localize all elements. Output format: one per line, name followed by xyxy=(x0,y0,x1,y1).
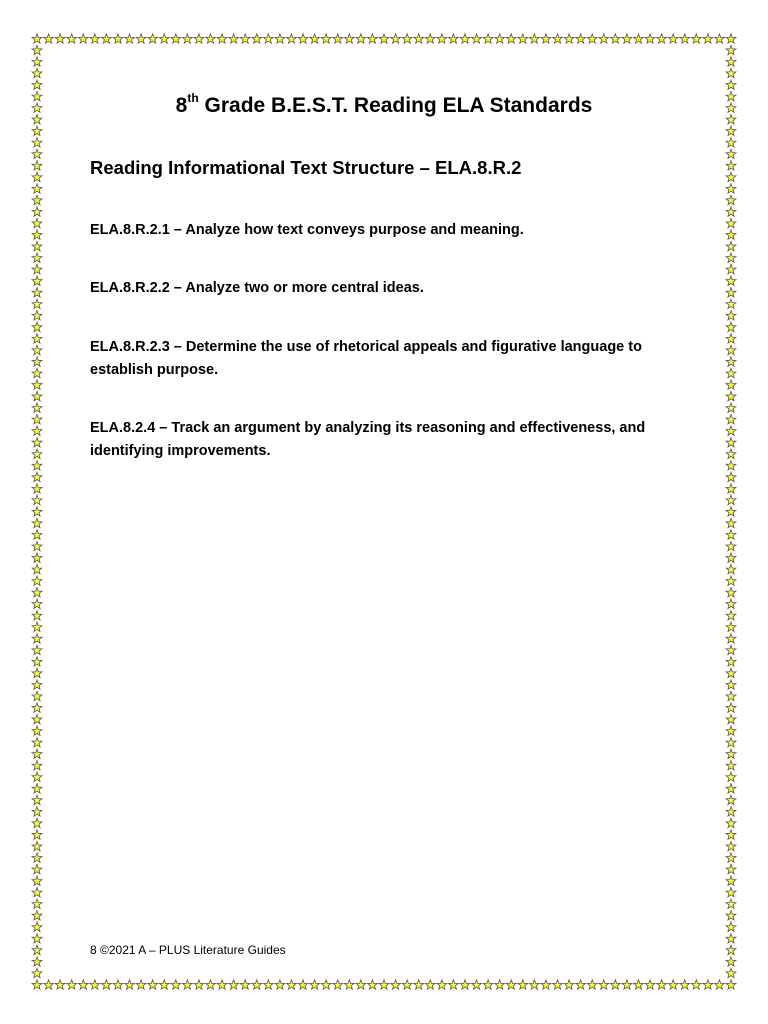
star-icon xyxy=(321,980,331,989)
standard-r-2-3: ELA.8.R.2.3 – Determine the use of rhetorical appeals and figurative language to establish purpose. xyxy=(90,339,642,378)
star-icon xyxy=(726,876,736,885)
star-icon xyxy=(726,426,736,435)
star-icon xyxy=(32,34,42,43)
star-icon xyxy=(32,818,42,827)
star-icon xyxy=(90,980,100,989)
star-icon xyxy=(32,588,42,597)
star-icon xyxy=(726,680,736,689)
star-icon xyxy=(32,564,42,573)
star-icon xyxy=(32,449,42,458)
star-icon xyxy=(726,299,736,308)
star-icon xyxy=(32,657,42,666)
star-icon xyxy=(32,957,42,966)
star-icon xyxy=(726,980,736,989)
star-icon xyxy=(714,34,724,43)
star-icon xyxy=(564,980,574,989)
star-icon xyxy=(32,761,42,770)
star-icon xyxy=(32,703,42,712)
star-icon xyxy=(726,645,736,654)
star-icon xyxy=(448,34,458,43)
star-icon xyxy=(726,945,736,954)
star-icon xyxy=(726,149,736,158)
star-icon xyxy=(726,611,736,620)
star-icon xyxy=(414,980,424,989)
star-icon xyxy=(206,980,216,989)
star-icon xyxy=(32,172,42,181)
star-icon xyxy=(726,888,736,897)
star-icon xyxy=(391,980,401,989)
star-icon xyxy=(425,34,435,43)
star-icon xyxy=(726,461,736,470)
star-icon xyxy=(125,980,135,989)
star-icon xyxy=(32,368,42,377)
star-icon xyxy=(32,68,42,77)
star-icon xyxy=(356,980,366,989)
star-icon xyxy=(101,980,111,989)
star-icon xyxy=(32,80,42,89)
star-icon xyxy=(726,484,736,493)
star-icon xyxy=(414,34,424,43)
star-icon xyxy=(726,668,736,677)
star-icon xyxy=(32,495,42,504)
star-icon xyxy=(726,841,736,850)
star-icon xyxy=(32,403,42,412)
star-icon xyxy=(726,588,736,597)
star-icon xyxy=(726,218,736,227)
star-icon xyxy=(333,34,343,43)
star-icon xyxy=(460,34,470,43)
star-icon xyxy=(726,334,736,343)
star-icon xyxy=(610,34,620,43)
star-icon xyxy=(587,34,597,43)
star-icon xyxy=(32,253,42,262)
star-icon xyxy=(32,276,42,285)
star-icon xyxy=(217,34,227,43)
star-icon xyxy=(726,357,736,366)
star-icon xyxy=(252,34,262,43)
star-icon xyxy=(726,691,736,700)
star-icon xyxy=(136,34,146,43)
star-icon xyxy=(32,461,42,470)
star-icon xyxy=(44,980,54,989)
star-icon xyxy=(726,276,736,285)
star-icon xyxy=(32,634,42,643)
star-icon xyxy=(171,34,181,43)
star-icon xyxy=(726,207,736,216)
star-icon xyxy=(726,172,736,181)
star-icon xyxy=(726,311,736,320)
star-icon xyxy=(726,922,736,931)
star-icon xyxy=(113,980,123,989)
star-icon xyxy=(634,34,644,43)
star-icon xyxy=(726,934,736,943)
star-icon xyxy=(460,980,470,989)
star-icon xyxy=(32,668,42,677)
star-icon xyxy=(263,34,273,43)
star-icon xyxy=(182,980,192,989)
star-icon xyxy=(32,749,42,758)
star-icon xyxy=(668,34,678,43)
star-icon xyxy=(32,288,42,297)
star-icon xyxy=(726,241,736,250)
star-icon xyxy=(32,888,42,897)
star-icon xyxy=(32,149,42,158)
star-icon xyxy=(645,34,655,43)
star-icon xyxy=(263,980,273,989)
star-icon xyxy=(726,391,736,400)
star-icon xyxy=(576,34,586,43)
star-icon xyxy=(32,265,42,274)
star-icon xyxy=(136,980,146,989)
star-icon xyxy=(298,34,308,43)
star-icon xyxy=(599,980,609,989)
star-icon xyxy=(344,34,354,43)
star-icon xyxy=(610,980,620,989)
star-icon xyxy=(714,980,724,989)
star-icon xyxy=(32,518,42,527)
star-icon xyxy=(321,34,331,43)
star-icon xyxy=(726,449,736,458)
star-icon xyxy=(287,34,297,43)
star-icon xyxy=(32,184,42,193)
star-icon xyxy=(483,34,493,43)
star-icon xyxy=(599,34,609,43)
star-icon xyxy=(691,34,701,43)
star-icon xyxy=(726,599,736,608)
star-icon xyxy=(32,841,42,850)
star-icon xyxy=(32,426,42,435)
section-heading: Reading Informational Text Structure – ELA.8.R.2 xyxy=(90,157,522,178)
star-icon xyxy=(726,703,736,712)
star-icon xyxy=(182,34,192,43)
star-icon xyxy=(32,322,42,331)
standard-r-2-1: ELA.8.R.2.1 – Analyze how text conveys purpose and meaning. xyxy=(90,222,524,238)
star-icon xyxy=(32,714,42,723)
star-icon xyxy=(32,161,42,170)
star-icon xyxy=(726,864,736,873)
star-icon xyxy=(726,230,736,239)
star-icon xyxy=(240,980,250,989)
star-icon xyxy=(32,299,42,308)
star-icon xyxy=(32,345,42,354)
star-icon xyxy=(680,980,690,989)
star-icon xyxy=(726,184,736,193)
star-icon xyxy=(726,853,736,862)
star-icon xyxy=(726,57,736,66)
star-icon xyxy=(726,795,736,804)
star-icon xyxy=(171,980,181,989)
title-superscript: th xyxy=(187,91,199,105)
star-icon xyxy=(32,230,42,239)
star-icon xyxy=(32,911,42,920)
star-icon xyxy=(726,34,736,43)
star-icon xyxy=(726,911,736,920)
star-icon xyxy=(32,57,42,66)
star-icon xyxy=(32,599,42,608)
star-icon xyxy=(529,980,539,989)
star-icon xyxy=(125,34,135,43)
star-icon xyxy=(726,576,736,585)
star-icon xyxy=(726,438,736,447)
star-icon xyxy=(32,876,42,885)
star-icon xyxy=(726,161,736,170)
star-icon xyxy=(703,980,713,989)
star-icon xyxy=(367,980,377,989)
star-icon xyxy=(726,772,736,781)
star-icon xyxy=(726,968,736,977)
star-icon xyxy=(32,126,42,135)
star-icon xyxy=(78,980,88,989)
star-icon xyxy=(67,980,77,989)
star-icon xyxy=(437,980,447,989)
star-icon xyxy=(90,34,100,43)
standard-2-4: ELA.8.2.4 – Track an argument by analyzing its reasoning and effectiveness, and identifying improvements. xyxy=(90,420,646,459)
star-icon xyxy=(32,622,42,631)
star-icon xyxy=(32,830,42,839)
star-icon xyxy=(333,980,343,989)
star-icon xyxy=(726,126,736,135)
star-icon xyxy=(402,34,412,43)
star-icon xyxy=(437,34,447,43)
star-icon xyxy=(587,980,597,989)
star-icon xyxy=(32,311,42,320)
star-icon xyxy=(32,576,42,585)
star-icon xyxy=(622,34,632,43)
star-icon xyxy=(32,853,42,862)
star-icon xyxy=(657,980,667,989)
star-icon xyxy=(32,218,42,227)
star-icon xyxy=(726,345,736,354)
star-icon xyxy=(726,472,736,481)
star-icon xyxy=(113,34,123,43)
star-icon xyxy=(726,138,736,147)
star-icon xyxy=(32,507,42,516)
standard-r-2-2: ELA.8.R.2.2 – Analyze two or more central ideas. xyxy=(90,280,424,296)
star-icon xyxy=(726,830,736,839)
star-icon xyxy=(32,968,42,977)
star-icon xyxy=(448,980,458,989)
star-icon xyxy=(726,380,736,389)
star-icon xyxy=(32,864,42,873)
star-icon xyxy=(32,207,42,216)
star-icon xyxy=(726,622,736,631)
star-icon xyxy=(159,34,169,43)
star-icon xyxy=(726,68,736,77)
star-icon xyxy=(32,380,42,389)
star-icon xyxy=(402,980,412,989)
star-icon xyxy=(32,807,42,816)
star-icon xyxy=(726,403,736,412)
star-icon xyxy=(634,980,644,989)
star-icon xyxy=(217,980,227,989)
star-icon xyxy=(691,980,701,989)
star-icon xyxy=(344,980,354,989)
title-prefix: 8 xyxy=(175,94,188,117)
star-icon xyxy=(506,34,516,43)
star-icon xyxy=(726,957,736,966)
star-icon xyxy=(564,34,574,43)
star-icon xyxy=(726,634,736,643)
star-icon xyxy=(680,34,690,43)
star-icon xyxy=(44,34,54,43)
star-icon xyxy=(726,368,736,377)
star-icon xyxy=(32,899,42,908)
star-icon xyxy=(726,518,736,527)
star-icon xyxy=(194,34,204,43)
star-icon xyxy=(726,507,736,516)
star-icon xyxy=(726,761,736,770)
star-icon xyxy=(726,784,736,793)
star-icon xyxy=(726,714,736,723)
star-icon xyxy=(495,34,505,43)
star-icon xyxy=(32,680,42,689)
star-icon xyxy=(32,980,42,989)
star-icon xyxy=(391,34,401,43)
star-icon xyxy=(32,611,42,620)
star-icon xyxy=(483,980,493,989)
star-icon xyxy=(32,772,42,781)
star-icon xyxy=(275,34,285,43)
star-icon xyxy=(726,738,736,747)
star-icon xyxy=(726,253,736,262)
star-icon xyxy=(32,945,42,954)
star-icon xyxy=(529,34,539,43)
page-footer: 8 ©2021 A – PLUS Literature Guides xyxy=(90,943,286,957)
star-icon xyxy=(194,980,204,989)
star-icon xyxy=(645,980,655,989)
star-icon xyxy=(622,980,632,989)
star-icon xyxy=(379,980,389,989)
star-icon xyxy=(32,334,42,343)
star-icon xyxy=(32,645,42,654)
star-icon xyxy=(32,795,42,804)
star-icon xyxy=(32,438,42,447)
star-icon xyxy=(356,34,366,43)
star-icon xyxy=(32,726,42,735)
star-icon xyxy=(32,738,42,747)
star-icon xyxy=(726,495,736,504)
star-icon xyxy=(472,34,482,43)
star-icon xyxy=(726,195,736,204)
star-icon xyxy=(32,195,42,204)
star-icon xyxy=(553,34,563,43)
star-icon xyxy=(518,980,528,989)
star-icon xyxy=(32,138,42,147)
star-icon xyxy=(32,391,42,400)
star-icon xyxy=(32,45,42,54)
star-icon xyxy=(425,980,435,989)
star-icon xyxy=(553,980,563,989)
star-icon xyxy=(32,934,42,943)
star-icon xyxy=(726,553,736,562)
star-icon xyxy=(495,980,505,989)
star-icon xyxy=(55,34,65,43)
star-icon xyxy=(726,818,736,827)
star-icon xyxy=(726,80,736,89)
star-icon xyxy=(726,45,736,54)
star-icon xyxy=(367,34,377,43)
star-icon xyxy=(32,922,42,931)
star-icon xyxy=(703,34,713,43)
star-icon xyxy=(32,530,42,539)
star-icon xyxy=(229,34,239,43)
star-icon xyxy=(159,980,169,989)
star-icon xyxy=(726,322,736,331)
star-icon xyxy=(726,530,736,539)
star-icon xyxy=(726,265,736,274)
star-icon xyxy=(229,980,239,989)
page-title xyxy=(0,93,768,118)
star-icon xyxy=(472,980,482,989)
star-icon xyxy=(726,564,736,573)
star-icon xyxy=(541,34,551,43)
star-icon xyxy=(32,484,42,493)
star-icon xyxy=(32,241,42,250)
star-icon xyxy=(379,34,389,43)
star-icon xyxy=(310,980,320,989)
star-icon xyxy=(32,472,42,481)
star-icon xyxy=(726,657,736,666)
star-icon xyxy=(726,726,736,735)
star-icon xyxy=(518,34,528,43)
star-icon xyxy=(576,980,586,989)
star-icon xyxy=(726,749,736,758)
star-icon xyxy=(298,980,308,989)
star-icon xyxy=(32,541,42,550)
star-icon xyxy=(148,980,158,989)
star-icon xyxy=(32,553,42,562)
star-icon xyxy=(32,784,42,793)
star-icon xyxy=(252,980,262,989)
star-icon xyxy=(32,357,42,366)
star-icon xyxy=(541,980,551,989)
star-icon xyxy=(726,899,736,908)
star-icon xyxy=(275,980,285,989)
star-icon xyxy=(506,980,516,989)
star-icon xyxy=(101,34,111,43)
star-icon xyxy=(287,980,297,989)
title-text: Grade B.E.S.T. Reading ELA Standards xyxy=(198,94,593,117)
star-icon xyxy=(32,691,42,700)
star-icon xyxy=(67,34,77,43)
star-icon xyxy=(32,415,42,424)
star-icon xyxy=(726,288,736,297)
star-icon xyxy=(310,34,320,43)
star-icon xyxy=(55,980,65,989)
star-icon xyxy=(726,415,736,424)
star-icon xyxy=(726,807,736,816)
star-icon xyxy=(148,34,158,43)
star-icon xyxy=(240,34,250,43)
star-icon xyxy=(206,34,216,43)
star-icon xyxy=(78,34,88,43)
star-icon xyxy=(657,34,667,43)
star-icon xyxy=(726,541,736,550)
star-icon xyxy=(668,980,678,989)
